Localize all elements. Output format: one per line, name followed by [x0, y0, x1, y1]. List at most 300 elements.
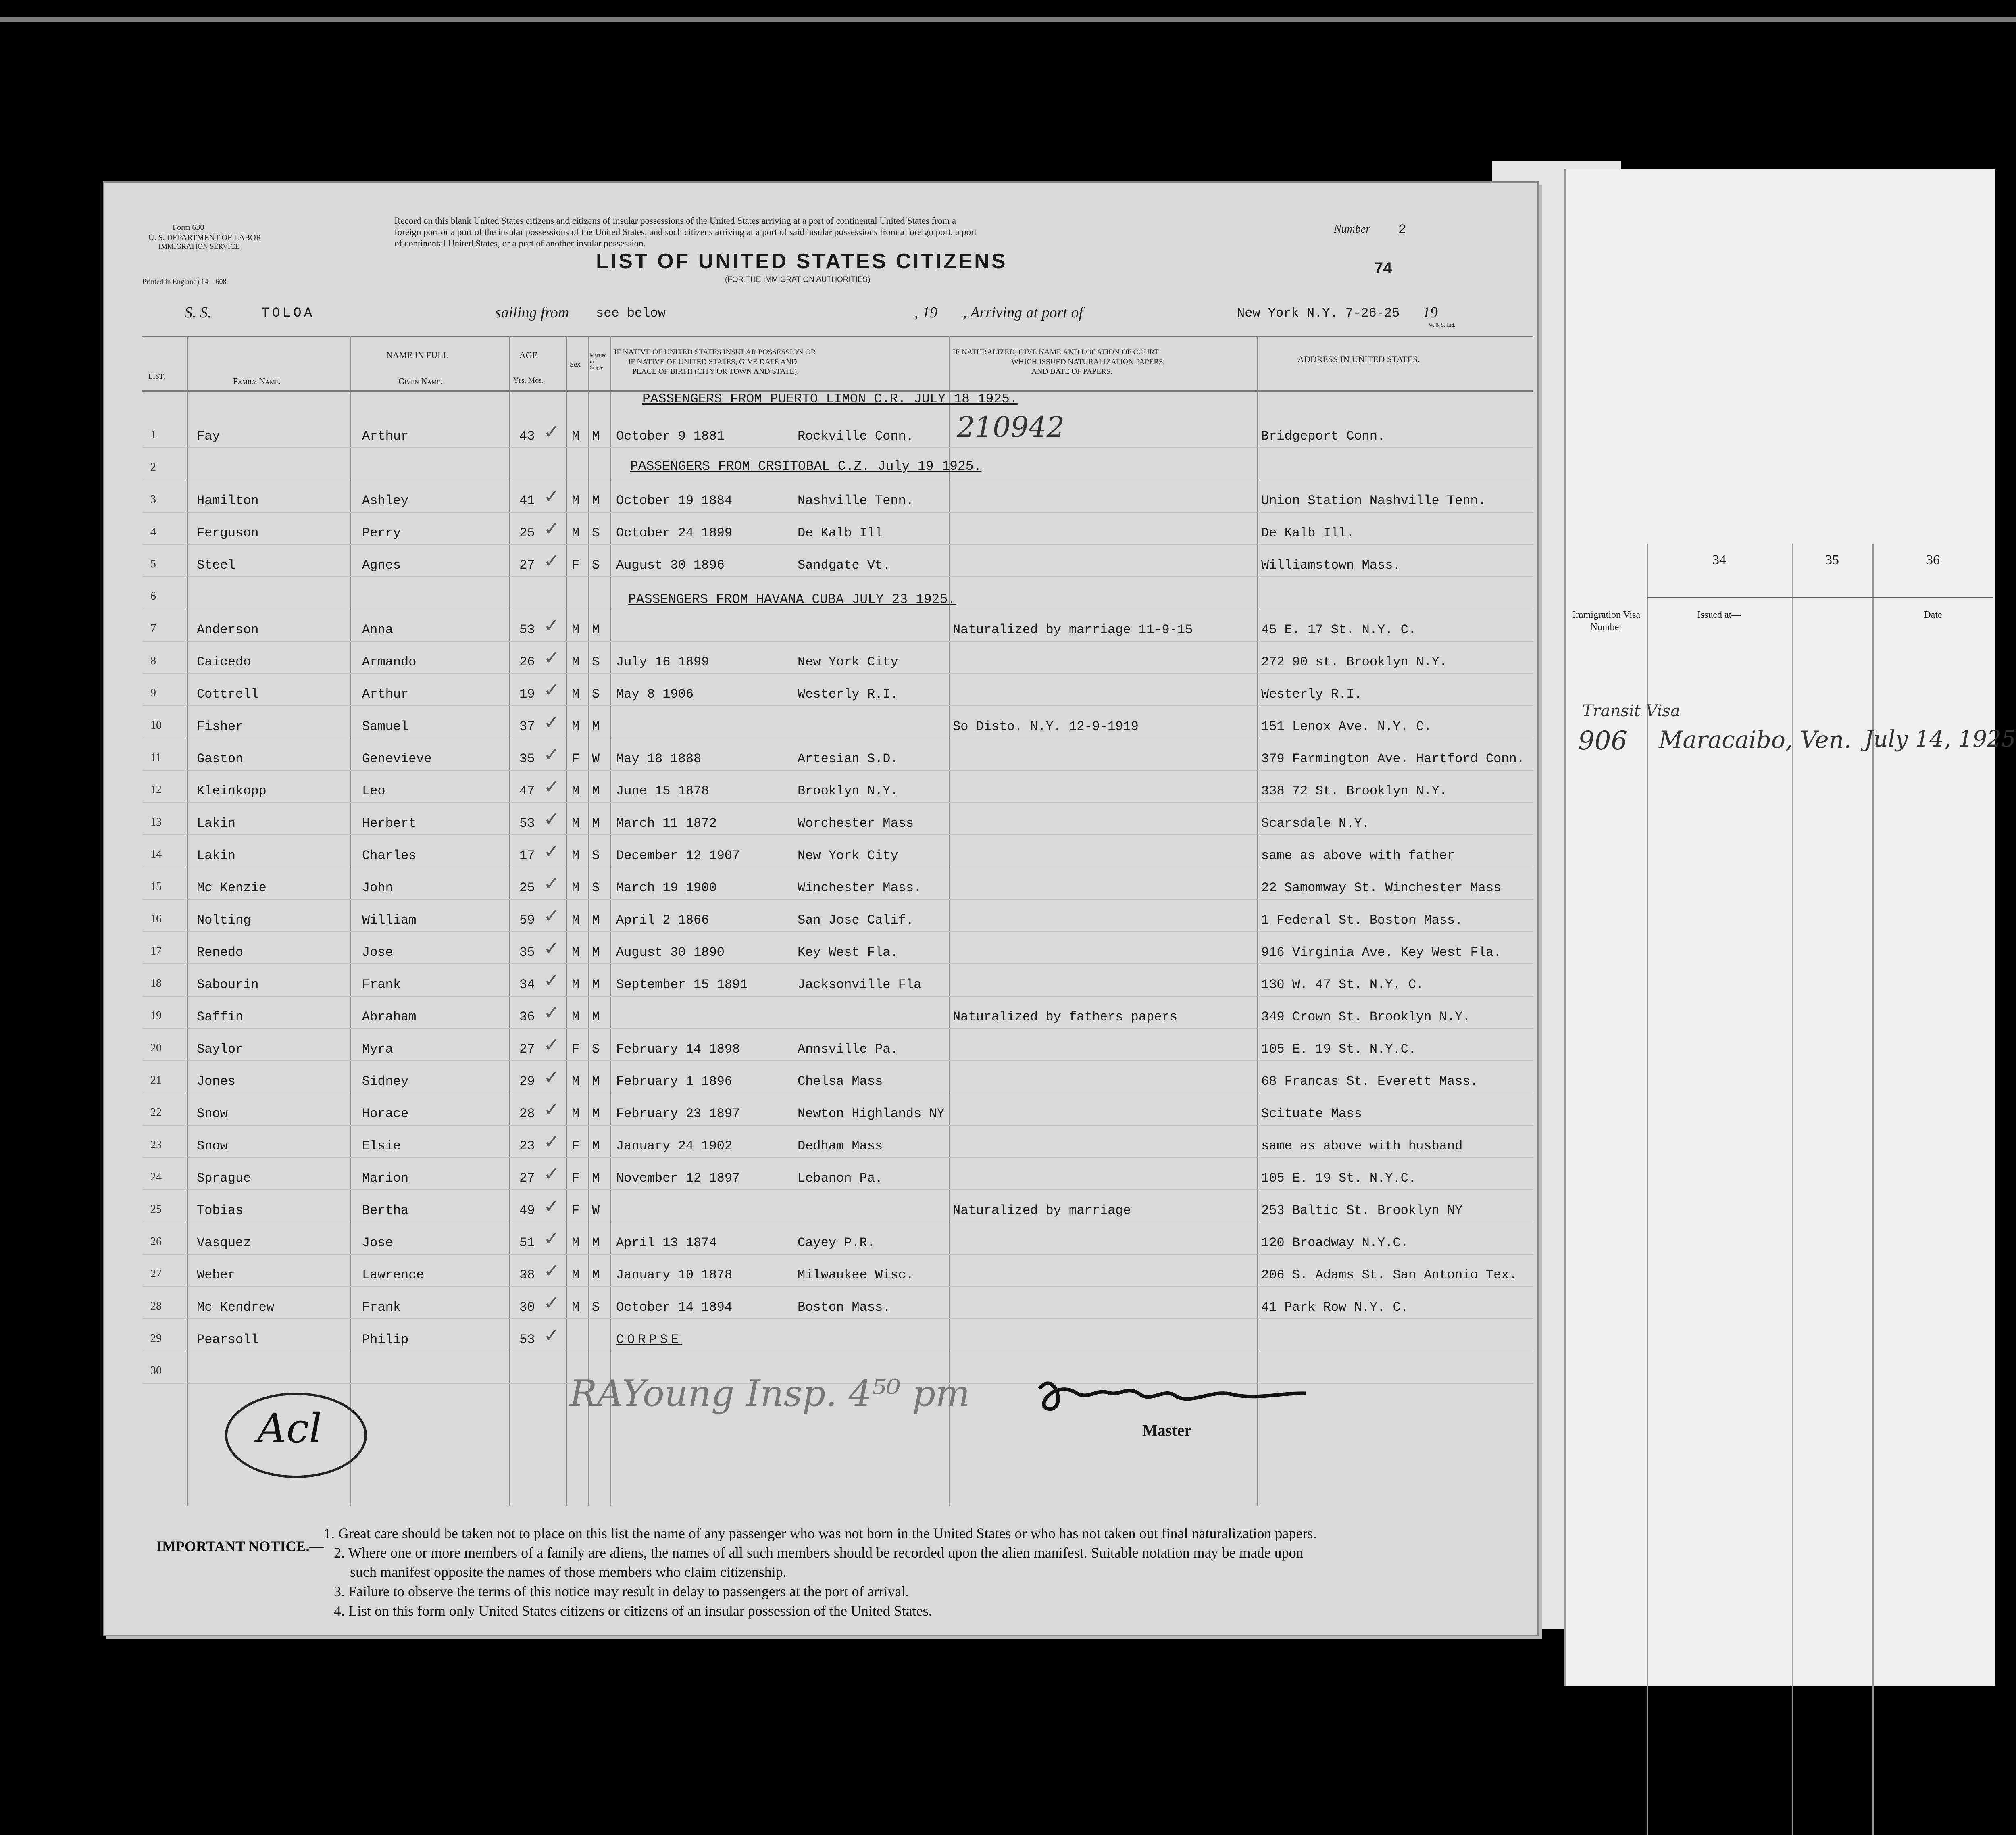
- cell-age: 23: [519, 1139, 535, 1153]
- row-rule: [142, 963, 1533, 964]
- cell-birth-place: Nashville Tenn.: [798, 493, 914, 508]
- cell-birth-date: December 12 1907: [616, 848, 740, 863]
- col-divider: [1257, 336, 1258, 1506]
- printer-mark: W. & S. Ltd.: [1429, 322, 1455, 328]
- cell-ms: W: [592, 751, 600, 766]
- cell-address: Union Station Nashville Tenn.: [1261, 493, 1486, 508]
- cell-birth-place: Worchester Mass: [798, 816, 914, 831]
- row-rule: [142, 834, 1533, 835]
- check-mark-icon: ✓: [544, 485, 560, 508]
- cell-birth-date: June 15 1878: [616, 784, 709, 799]
- cell-address: Bridgeport Conn.: [1261, 429, 1385, 444]
- sailing-from-label: sailing from: [495, 304, 569, 321]
- cell-birth-date: May 18 1888: [616, 751, 702, 766]
- native-header-2: IF NATIVE OF UNITED STATES, GIVE DATE AND: [628, 358, 797, 366]
- cell-birth-place: Annsville Pa.: [798, 1042, 898, 1057]
- cell-sex: M: [572, 1009, 580, 1024]
- cell-naturalized: Naturalized by marriage: [953, 1203, 1131, 1218]
- cell-age: 35: [519, 751, 535, 766]
- cell-family: Snow: [197, 1139, 228, 1153]
- row-rule: [142, 641, 1533, 642]
- cell-birth-date: April 13 1874: [616, 1235, 717, 1250]
- cell-given: Frank: [362, 977, 401, 992]
- notice-item-3: 3. Failure to observe the terms of this notice may result in delay to passengers at the port of arrival.: [334, 1583, 909, 1599]
- check-mark-icon: ✓: [544, 679, 560, 701]
- cell-birth-place: Artesian S.D.: [798, 751, 898, 766]
- cell-sex: M: [572, 719, 580, 734]
- cell-no: 22: [150, 1106, 162, 1119]
- cell-given: Jose: [362, 1235, 393, 1250]
- cell-birth-date: July 16 1899: [616, 655, 709, 669]
- address-header: ADDRESS IN UNITED STATES.: [1297, 354, 1420, 364]
- cell-family: Sprague: [197, 1171, 251, 1186]
- form-number: Form 630: [173, 223, 204, 232]
- cell-sex: M: [572, 913, 580, 928]
- cell-given: Genevieve: [362, 751, 432, 766]
- cell-birth-place: San Jose Calif.: [798, 913, 914, 928]
- cell-age: 17: [519, 848, 535, 863]
- cell-ms: S: [592, 525, 600, 540]
- cell-address: 41 Park Row N.Y. C.: [1261, 1300, 1408, 1315]
- cell-ms: S: [592, 558, 600, 573]
- check-mark-icon: ✓: [544, 743, 560, 766]
- cell-age: 26: [519, 655, 535, 669]
- cell-given: John: [362, 880, 393, 895]
- cell-ms: M: [592, 1106, 600, 1121]
- cell-sex: M: [572, 784, 580, 799]
- check-mark-icon: ✓: [544, 1292, 560, 1314]
- row-rule: [142, 802, 1533, 803]
- cell-address: same as above with husband: [1261, 1139, 1463, 1153]
- cell-family: Gaston: [197, 751, 244, 766]
- cell-family: Fisher: [197, 719, 244, 734]
- cell-no: 27: [150, 1268, 162, 1280]
- cell-birth-place: De Kalb Ill: [798, 525, 883, 540]
- cell-ms: M: [592, 1074, 600, 1089]
- check-mark-icon: ✓: [544, 969, 560, 992]
- cell-address: 120 Broadway N.Y.C.: [1261, 1235, 1408, 1250]
- check-mark-icon: ✓: [544, 840, 560, 863]
- cell-family: Steel: [197, 558, 236, 573]
- cell-no: 20: [150, 1042, 162, 1054]
- age-header: AGE: [519, 350, 538, 360]
- cell-birth-place: Key West Fla.: [798, 945, 898, 960]
- cell-no: 10: [150, 719, 162, 732]
- sex-header: Sex: [570, 360, 581, 368]
- cell-ms: M: [592, 493, 600, 508]
- cell-address: Scituate Mass: [1261, 1106, 1362, 1121]
- cell-address: 45 E. 17 St. N.Y. C.: [1261, 622, 1416, 637]
- col-divider: [588, 336, 589, 1506]
- cell-birth-date: October 24 1899: [616, 525, 733, 540]
- master-label: Master: [1142, 1421, 1192, 1439]
- inspector-affidavit: RAYoung Insp. 4⁵⁰ pm: [570, 1372, 970, 1415]
- row-rule: [142, 705, 1533, 706]
- cell-sex: M: [572, 1300, 580, 1315]
- service-name: IMMIGRATION SERVICE: [158, 242, 240, 250]
- check-mark-icon: ✓: [544, 1001, 560, 1024]
- cell-address: 105 E. 19 St. N.Y.C.: [1261, 1171, 1416, 1186]
- cell-given: Ashley: [362, 493, 409, 508]
- cell-family: Renedo: [197, 945, 244, 960]
- manifest-sheet: [103, 181, 1539, 1636]
- cell-birth-place: Winchester Mass.: [798, 880, 922, 895]
- cell-age: 59: [519, 913, 535, 928]
- cell-no: 16: [150, 913, 162, 925]
- cell-given: Horace: [362, 1106, 409, 1121]
- cell-no: 11: [150, 751, 161, 764]
- cell-ms: M: [592, 977, 600, 992]
- cell-no: 3: [150, 493, 156, 506]
- record-instruction-1: Record on this blank United States citizens and citizens of insular possessions of the United States arriving at a port of continental United States from a: [394, 216, 956, 226]
- check-mark-icon: ✓: [544, 1034, 560, 1056]
- form-subtitle: (FOR THE IMMIGRATION AUTHORITIES): [725, 275, 871, 284]
- cell-birth-date: March 19 1900: [616, 880, 717, 895]
- check-mark-icon: ✓: [544, 550, 560, 572]
- cell-given: Samuel: [362, 719, 409, 734]
- cell-family: Mc Kenzie: [197, 880, 267, 895]
- cell-given: Leo: [362, 784, 385, 799]
- cell-no: 29: [150, 1332, 162, 1345]
- cell-given: Frank: [362, 1300, 401, 1315]
- cell-no: 14: [150, 848, 162, 861]
- cell-birth-place: Boston Mass.: [798, 1300, 891, 1315]
- cell-birth-place: Chelsa Mass: [798, 1074, 883, 1089]
- cell-given: Bertha: [362, 1203, 409, 1218]
- cell-ms: S: [592, 687, 600, 702]
- check-mark-icon: ✓: [544, 614, 560, 637]
- cell-sex: F: [572, 751, 580, 766]
- cell-sex: M: [572, 848, 580, 863]
- cell-no: 2: [150, 461, 156, 473]
- cell-no: 26: [150, 1235, 162, 1248]
- cell-age: 19: [519, 687, 535, 702]
- cell-no: 28: [150, 1300, 162, 1312]
- cell-naturalized: So Disto. N.Y. 12-9-1919: [953, 719, 1139, 734]
- cell-address: 916 Virginia Ave. Key West Fla.: [1261, 945, 1502, 960]
- cell-age: 25: [519, 525, 535, 540]
- cell-given: Herbert: [362, 816, 417, 831]
- cell-no: 9: [150, 687, 156, 699]
- row-rule: [142, 1286, 1533, 1287]
- cell-address: Westerly R.I.: [1261, 687, 1362, 702]
- cell-birth-place: Lebanon Pa.: [798, 1171, 883, 1186]
- cell-sex: M: [572, 1268, 580, 1282]
- cell-family: Lakin: [197, 816, 236, 831]
- native-header-3: PLACE OF BIRTH (CITY OR TOWN AND STATE).: [632, 367, 799, 376]
- check-mark-icon: ✓: [544, 711, 560, 734]
- col-divider: [187, 336, 188, 1506]
- check-mark-icon: ✓: [544, 517, 560, 540]
- cell-no: 6: [150, 590, 156, 603]
- cell-ms: S: [592, 655, 600, 669]
- row-rule: [142, 673, 1533, 674]
- row-rule: [142, 544, 1533, 545]
- row-rule: [142, 1189, 1533, 1190]
- cell-no: 24: [150, 1171, 162, 1183]
- cell-no: 30: [150, 1364, 162, 1377]
- handwritten-stamp-number: 210942: [957, 411, 1065, 444]
- cell-ms: M: [592, 816, 600, 831]
- naturalized-header-2: WHICH ISSUED NATURALIZATION PAPERS,: [1011, 358, 1165, 366]
- cell-no: 1: [150, 429, 156, 441]
- naturalized-header-3: AND DATE OF PAPERS.: [1031, 367, 1112, 376]
- cell-age: 29: [519, 1074, 535, 1089]
- cell-sex: M: [572, 655, 580, 669]
- cell-age: 28: [519, 1106, 535, 1121]
- cell-birth-date: May 8 1906: [616, 687, 694, 702]
- cell-birth-place: Milwaukee Wisc.: [798, 1268, 914, 1282]
- notice-item-2b: such manifest opposite the names of those members who claim citizenship.: [350, 1564, 787, 1580]
- check-mark-icon: ✓: [544, 1259, 560, 1282]
- cell-given: Sidney: [362, 1074, 409, 1089]
- check-mark-icon: ✓: [544, 1163, 560, 1185]
- important-notice-heading: IMPORTANT NOTICE.—: [156, 1538, 324, 1554]
- cell-ms: S: [592, 848, 600, 863]
- number-label: Number: [1334, 223, 1370, 236]
- cell-birth-date: CORPSE: [616, 1332, 682, 1347]
- cell-no: 13: [150, 816, 162, 828]
- row-rule: [142, 996, 1533, 997]
- check-mark-icon: ✓: [544, 1130, 560, 1153]
- cell-address: Scarsdale N.Y.: [1261, 816, 1370, 831]
- cell-family: Caicedo: [197, 655, 251, 669]
- name-in-full-header: NAME IN FULL: [386, 350, 448, 360]
- row-rule: [142, 447, 1533, 448]
- cell-ms: M: [592, 784, 600, 799]
- cell-family: Jones: [197, 1074, 236, 1089]
- record-instruction-3: of continental United States, or a port of another insular possession.: [394, 238, 646, 248]
- cell-address: same as above with father: [1261, 848, 1455, 863]
- cell-birth-date: January 24 1902: [616, 1139, 733, 1153]
- issued-at-label: Issued at—: [1697, 610, 1741, 620]
- cell-birth-place: Jacksonville Fla: [798, 977, 922, 992]
- cell-naturalized: Naturalized by marriage 11-9-15: [953, 622, 1193, 637]
- cell-given: Charles: [362, 848, 417, 863]
- cell-birth-date: January 10 1878: [616, 1268, 733, 1282]
- cell-ms: S: [592, 1042, 600, 1057]
- cell-no: 17: [150, 945, 162, 957]
- sailing-from-value: see below: [596, 306, 666, 321]
- row-rule: [142, 576, 1533, 577]
- cell-birth-date: August 30 1896: [616, 558, 725, 573]
- cell-given: Anna: [362, 622, 393, 637]
- number-value: 2: [1398, 222, 1406, 237]
- top-border-bar: [0, 17, 2016, 22]
- col-divider: [610, 336, 611, 1506]
- cell-birth-place: Newton Highlands NY: [798, 1106, 945, 1121]
- record-instruction-2: foreign port or a port of the insular possessions of the United States, and such citizens arriving at a port of said insular possessions from a foreign port, a port: [394, 227, 977, 237]
- page-number: 74: [1374, 259, 1392, 277]
- col-divider: [566, 336, 567, 1506]
- cell-address: 1 Federal St. Boston Mass.: [1261, 913, 1463, 928]
- year-label: , 19: [914, 304, 937, 321]
- cell-given: Arthur: [362, 429, 409, 444]
- arriving-label: , Arriving at port of: [963, 304, 1083, 321]
- cell-birth-place: Dedham Mass: [798, 1139, 883, 1153]
- cell-age: 27: [519, 558, 535, 573]
- right-visa-sheet: [1564, 169, 2016, 1686]
- cell-birth-date: November 12 1897: [616, 1171, 740, 1186]
- year-end: 19: [1422, 304, 1438, 321]
- cell-age: 27: [519, 1042, 535, 1057]
- given-name-header: Given Name.: [398, 376, 443, 386]
- col-divider: [509, 336, 510, 1506]
- col-divider: [350, 336, 351, 1506]
- department-name: U. S. DEPARTMENT OF LABOR: [148, 233, 261, 242]
- cell-ms: M: [592, 1139, 600, 1153]
- col-36-header: 36: [1872, 553, 1993, 598]
- cell-address: 349 Crown St. Brooklyn N.Y.: [1261, 1009, 1470, 1024]
- row-rule: [142, 1254, 1533, 1255]
- cell-age: 30: [519, 1300, 535, 1315]
- cell-sex: M: [572, 1074, 580, 1089]
- cell-ms: M: [592, 1235, 600, 1250]
- cell-age: 53: [519, 622, 535, 637]
- cell-ms: M: [592, 945, 600, 960]
- cell-given: Armando: [362, 655, 417, 669]
- row-rule: [142, 931, 1533, 932]
- cell-address: 105 E. 19 St. N.Y.C.: [1261, 1042, 1416, 1057]
- cell-ms: M: [592, 913, 600, 928]
- check-mark-icon: ✓: [544, 776, 560, 798]
- cell-age: 51: [519, 1235, 535, 1250]
- cell-ms: M: [592, 1268, 600, 1282]
- cell-sex: M: [572, 1235, 580, 1250]
- cell-address: 272 90 st. Brooklyn N.Y.: [1261, 655, 1447, 669]
- check-mark-icon: ✓: [544, 1227, 560, 1250]
- cell-family: Saylor: [197, 1042, 244, 1057]
- cell-sex: F: [572, 1139, 580, 1153]
- cell-birth-date: September 15 1891: [616, 977, 748, 992]
- cell-birth-place: Westerly R.I.: [798, 687, 898, 702]
- printed-mark: Printed in England) 14—608: [142, 277, 227, 286]
- row-rule: [142, 1125, 1533, 1126]
- native-header-1: IF NATIVE OF UNITED STATES INSULAR POSSESSION OR: [614, 348, 816, 357]
- cell-family: Pearsoll: [197, 1332, 259, 1347]
- cell-birth-date: October 9 1881: [616, 429, 725, 444]
- cell-no: 18: [150, 977, 162, 990]
- cell-sex: F: [572, 1042, 580, 1057]
- cell-birth-place: Cayey P.R.: [798, 1235, 875, 1250]
- cell-birth-place: New York City: [798, 655, 898, 669]
- check-mark-icon: ✓: [544, 872, 560, 895]
- section-label-cristobal: PASSENGERS FROM CRSITOBAL C.Z. July 19 1925.: [630, 459, 982, 474]
- cell-birth-date: October 14 1894: [616, 1300, 733, 1315]
- family-name-header: Family Name.: [233, 376, 281, 386]
- check-mark-icon: ✓: [544, 646, 560, 669]
- cell-no: 15: [150, 880, 162, 893]
- row-rule: [142, 1060, 1533, 1061]
- cell-birth-date: April 2 1866: [616, 913, 709, 928]
- row-rule: [142, 512, 1533, 513]
- cell-family: Snow: [197, 1106, 228, 1121]
- cell-family: Nolting: [197, 913, 251, 928]
- cell-age: 38: [519, 1268, 535, 1282]
- cell-family: Ferguson: [197, 525, 259, 540]
- cell-no: 25: [150, 1203, 162, 1216]
- naturalized-header-1: IF NATURALIZED, GIVE NAME AND LOCATION OF COURT: [953, 348, 1159, 357]
- cell-birth-date: October 19 1884: [616, 493, 733, 508]
- cell-family: Tobias: [197, 1203, 244, 1218]
- cell-family: Vasquez: [197, 1235, 251, 1250]
- notice-item-1: 1. Great care should be taken not to place on this list the name of any passenger who was not born in the United States or who has not taken out final naturalization papers.: [324, 1525, 1317, 1541]
- married-single-header: Married or Single: [590, 352, 607, 370]
- cell-ms: M: [592, 622, 600, 637]
- check-mark-icon: ✓: [544, 905, 560, 927]
- cell-ms: M: [592, 429, 600, 444]
- cell-family: Saffin: [197, 1009, 244, 1024]
- visa-issued-at: Maracaibo, Ven.: [1659, 726, 1851, 753]
- check-mark-icon: ✓: [544, 1066, 560, 1088]
- cell-ms: S: [592, 1300, 600, 1315]
- row-rule: [142, 1157, 1533, 1158]
- notice-item-2a: 2. Where one or more members of a family are aliens, the names of all such members should be recorded upon the alien manifest. Suitable notation may be made upon: [334, 1545, 1304, 1561]
- cell-sex: M: [572, 622, 580, 637]
- cell-age: 27: [519, 1171, 535, 1186]
- row-rule: [142, 1028, 1533, 1029]
- col-35-header: 35: [1792, 553, 1872, 598]
- cell-age: 49: [519, 1203, 535, 1218]
- right-sheet-divider: [1647, 544, 1648, 1835]
- section-label-puerto-limon: PASSENGERS FROM PUERTO LIMON C.R. JULY 18 1925.: [642, 392, 1018, 407]
- cell-birth-place: Sandgate Vt.: [798, 558, 891, 573]
- check-mark-icon: ✓: [544, 421, 560, 443]
- check-mark-icon: ✓: [544, 808, 560, 830]
- cell-ms: M: [592, 1171, 600, 1186]
- cell-age: 53: [519, 1332, 535, 1347]
- cell-sex: M: [572, 493, 580, 508]
- cell-family: Cottrell: [197, 687, 259, 702]
- cell-ms: W: [592, 1203, 600, 1218]
- cell-ms: M: [592, 719, 600, 734]
- check-mark-icon: ✓: [544, 1324, 560, 1347]
- cell-given: William: [362, 913, 417, 928]
- cell-birth-date: February 1 1896: [616, 1074, 733, 1089]
- visa-note: Transit Visa: [1582, 702, 1680, 720]
- cell-age: 37: [519, 719, 535, 734]
- cell-family: Lakin: [197, 848, 236, 863]
- list-column-header: LIST.: [148, 372, 165, 380]
- cell-birth-place: New York City: [798, 848, 898, 863]
- cell-address: 379 Farmington Ave. Hartford Conn.: [1261, 751, 1524, 766]
- cell-age: 53: [519, 816, 535, 831]
- row-rule: [142, 899, 1533, 900]
- visa-number: 906: [1578, 726, 1628, 756]
- check-mark-icon: ✓: [544, 1098, 560, 1121]
- cell-no: 23: [150, 1139, 162, 1151]
- cell-family: Hamilton: [197, 493, 259, 508]
- cell-no: 12: [150, 784, 162, 796]
- ship-prefix: S. S.: [185, 304, 212, 321]
- cell-given: Marion: [362, 1171, 409, 1186]
- yrs-mos-header: Yrs. Mos.: [513, 376, 544, 385]
- cell-age: 41: [519, 493, 535, 508]
- cell-birth-date: February 14 1898: [616, 1042, 740, 1057]
- notice-item-4: 4. List on this form only United States citizens or citizens of an insular possession of the United States.: [334, 1603, 932, 1619]
- cell-given: Philip: [362, 1332, 409, 1347]
- arriving-port-value: New York N.Y. 7-26-25: [1237, 306, 1400, 321]
- cell-family: Mc Kendrew: [197, 1300, 275, 1315]
- visa-date: July 14, 1925: [1864, 726, 2016, 752]
- cell-birth-place: Rockville Conn.: [798, 429, 914, 444]
- cell-given: Arthur: [362, 687, 409, 702]
- cell-given: Abraham: [362, 1009, 417, 1024]
- cell-address: 22 Samomway St. Winchester Mass: [1261, 880, 1502, 895]
- initials: Acl: [257, 1405, 322, 1452]
- cell-no: 7: [150, 622, 156, 635]
- cell-family: Anderson: [197, 622, 259, 637]
